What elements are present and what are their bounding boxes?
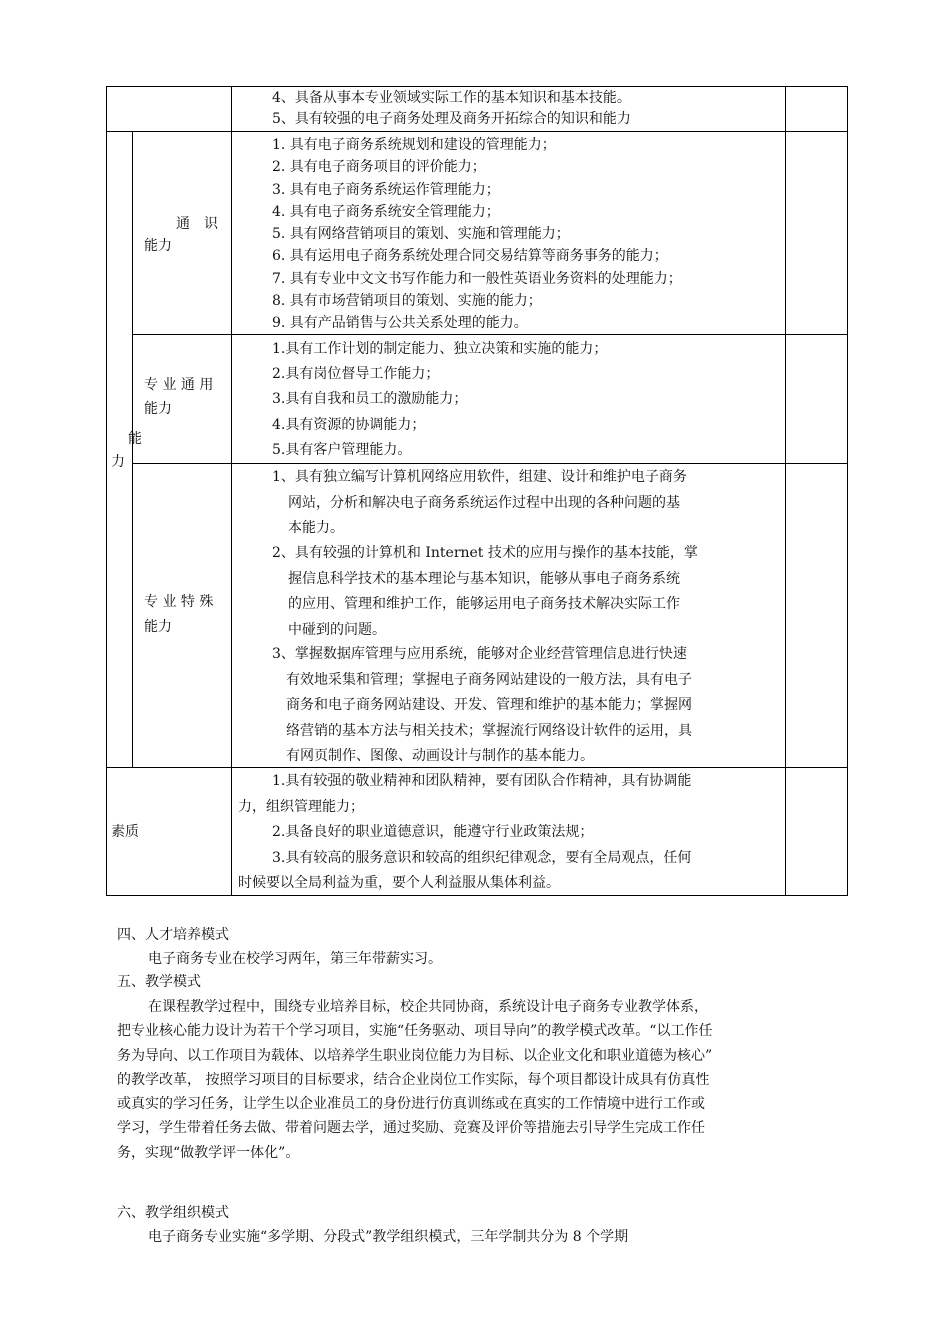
section-5-body <box>117 995 712 1165</box>
ability-label-1: 能 <box>128 431 142 447</box>
list-item: 6. 具有运用电子商务系统处理合同交易结算等商务事务的能力； <box>272 248 668 265</box>
quality-label: 素质 <box>111 824 139 840</box>
table-border-left <box>106 86 107 896</box>
list-item: 5、具有较强的电子商务处理及商务开拓综合的知识和能力 <box>272 111 631 127</box>
table-border-top <box>106 86 848 87</box>
list-item: 5.具有客户管理能力。 <box>272 441 412 458</box>
list-item: 本能力。 <box>288 520 344 536</box>
prof-general-label-1: 专 业 通 用 <box>144 377 214 393</box>
list-item: 4、具备从事本专业领域实际工作的基本知识和基本技能。 <box>272 90 631 106</box>
paragraph-line: 学习，学生带着任务去做、带着问题去学，通过奖励、竞赛及评价等措施去引导学生完成工作任 <box>117 1120 705 1137</box>
table-border-right <box>847 86 848 896</box>
prof-general-label-2: 能力 <box>144 401 172 417</box>
list-item: 3.具有较高的服务意识和较高的组织纪律观念，要有全局观点，任何 <box>272 849 692 866</box>
list-item: 4. 具有电子商务系统安全管理能力； <box>272 203 500 220</box>
paragraph-line: 在课程教学过程中，围绕专业培养目标，校企共同协商，系统设计电子商务专业教学体系， <box>148 999 708 1015</box>
paragraph-line: 或真实的学习任务，让学生以企业准员工的身份进行仿真训练或在真实的工作情境中进行工作或 <box>117 1096 705 1113</box>
list-item: 3. 具有电子商务系统运作管理能力； <box>272 181 500 198</box>
paragraph-line: 把专业核心能力设计为若干个学习项目，实施“任务驱动、项目导向”的教学模式改革。“以工作任 <box>117 1023 713 1040</box>
list-item: 2、具有较强的计算机和 Internet 技术的应用与操作的基本技能，掌 <box>272 545 698 561</box>
list-item: 网站，分析和解决电子商务系统运作过程中出现的各种问题的基 <box>288 494 680 511</box>
list-item: 握信息科学技术的基本理论与基本知识，能够从事电子商务系统 <box>288 570 680 587</box>
list-item: 有效地采集和管理；掌握电子商务网站建设的一般方法，具有电子 <box>286 671 692 688</box>
prof-special-label-1: 专 业 特 殊 <box>144 594 214 610</box>
list-item: 1、具有独立编写计算机网络应用软件，组建、设计和维护电子商务 <box>272 469 687 485</box>
prof-special-label-2: 能力 <box>144 619 172 635</box>
prof-general-list <box>272 337 607 463</box>
prof-special-item-1 <box>272 465 687 542</box>
list-item: 1. 具有电子商务系统规划和建设的管理能力； <box>272 137 556 153</box>
table-border-content <box>231 86 232 896</box>
list-item: 时候要以全局利益为重，要个人利益服从集体利益。 <box>238 875 560 891</box>
curriculum-table <box>106 86 848 896</box>
general-ability-label-1: 通 识 <box>176 216 218 232</box>
list-item: 1.具有较强的敬业精神和团队精神，要有团队合作精神，具有协调能 <box>272 773 692 789</box>
table-border-last <box>785 86 786 896</box>
list-item: 商务和电子商务网站建设、开发、管理和维护的基本能力；掌握网 <box>286 697 692 713</box>
list-item: 9. 具有产品销售与公共关系处理的能力。 <box>272 315 528 332</box>
list-item: 有网页制作、图像、动画设计与制作的基本能力。 <box>286 748 594 764</box>
section-4-body: 电子商务专业在校学习两年，第三年带薪实习。 <box>148 951 442 967</box>
list-item: 力，组织管理能力； <box>238 798 364 815</box>
list-item: 中碰到的问题。 <box>288 621 386 638</box>
list-item: 2. 具有电子商务项目的评价能力； <box>272 159 486 176</box>
paragraph-line: 的教学改革， 按照学习项目的目标要求，结合企业岗位工作实际，每个项目都设计成具有仿真性 <box>117 1071 710 1088</box>
list-item: 7. 具有专业中文文书写作能力和一般性英语业务资料的处理能力； <box>272 270 682 287</box>
list-item: 2.具有岗位督导工作能力； <box>272 366 440 383</box>
prof-special-item-3 <box>272 642 692 770</box>
table-border-row1 <box>106 131 848 132</box>
section-5-heading: 五、教学模式 <box>117 974 201 990</box>
list-item: 4.具有资源的协调能力； <box>272 416 426 433</box>
list-item: 1.具有工作计划的制定能力、独立决策和实施的能力； <box>272 341 608 357</box>
section-6-body: 电子商务专业实施“多学期、分段式”教学组织模式，三年学制共分为 8 个学期 <box>148 1229 629 1245</box>
list-item: 3.具有自我和员工的激励能力； <box>272 391 468 408</box>
list-item: 的应用、管理和维护工作，能够运用电子商务技术解决实际工作 <box>288 596 680 612</box>
top-rows <box>272 88 631 130</box>
ability-label-2: 力 <box>111 454 125 470</box>
table-border-row3 <box>132 463 848 464</box>
paragraph-line: 务，实现“做教学评一体化”。 <box>117 1144 300 1161</box>
list-item: 5. 具有网络营销项目的策划、实施和管理能力； <box>272 226 570 243</box>
quality-list <box>238 769 691 897</box>
section-4-heading: 四、人才培养模式 <box>117 927 229 943</box>
general-ability-list <box>272 134 682 335</box>
general-ability-label-2: 能力 <box>144 238 172 254</box>
section-6-heading: 六、教学组织模式 <box>117 1205 229 1221</box>
list-item: 络营销的基本方法与相关技术；掌握流行网络设计软件的运用，具 <box>286 722 692 739</box>
list-item: 3、掌握数据库管理与应用系统，能够对企业经营管理信息进行快速 <box>272 646 687 662</box>
list-item: 2.具备良好的职业道德意识，能遵守行业政策法规； <box>272 824 594 840</box>
list-item: 8. 具有市场营销项目的策划、实施的能力； <box>272 293 542 310</box>
paragraph-line: 务为导向、以工作项目为载体、以培养学生职业岗位能力为目标、以企业文化和职业道德为核心” <box>117 1047 713 1064</box>
prof-special-item-2 <box>272 541 698 643</box>
